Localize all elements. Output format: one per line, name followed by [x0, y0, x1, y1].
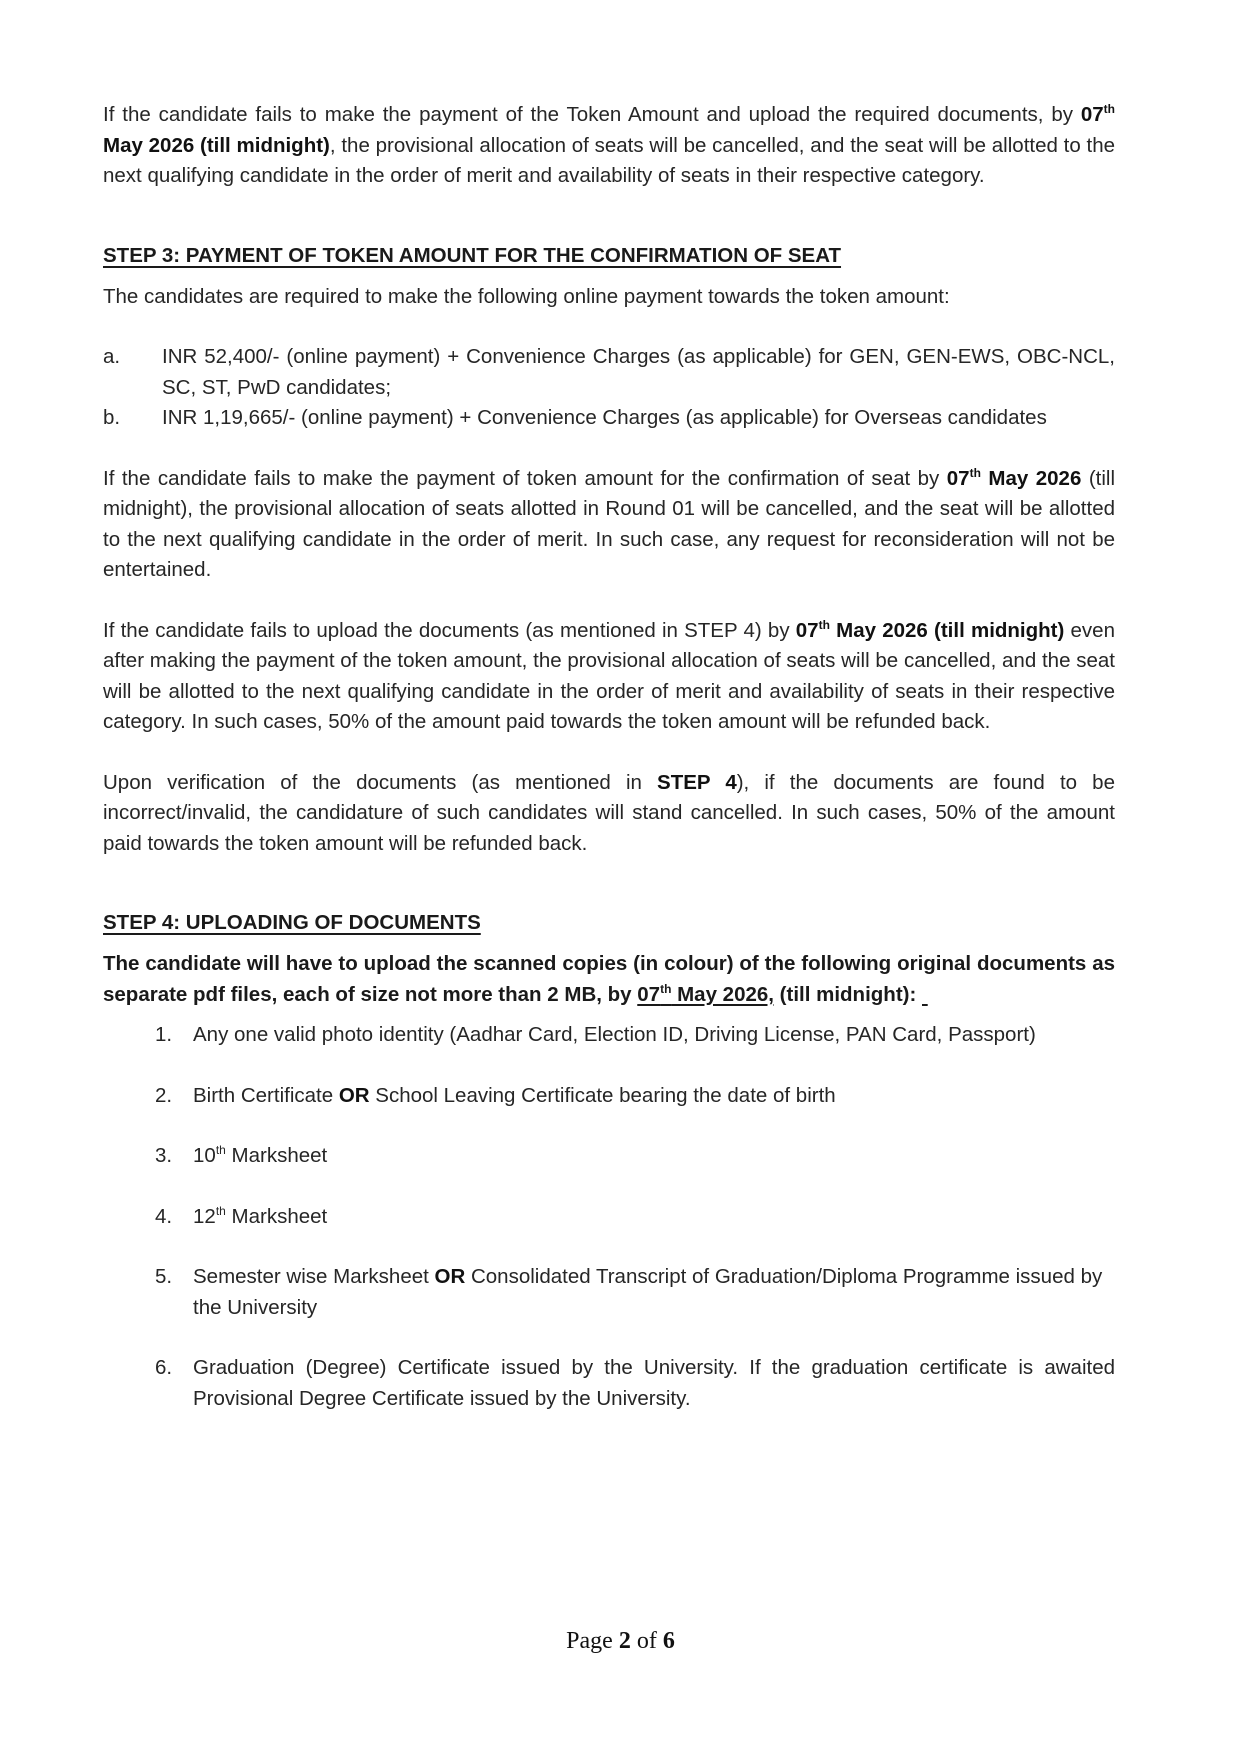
list-marker: 3. — [155, 1144, 173, 1167]
underscore-mark — [922, 983, 928, 1006]
list-item-text: Birth Certificate — [193, 1083, 339, 1107]
list-marker: b. — [103, 406, 121, 429]
list-item — [103, 342, 1115, 403]
para-text: If the candidate fails to make the payment of token amount for the confirmation of seat by — [103, 466, 947, 490]
para-text: The candidate will have to upload the scanned copies (in colour) of the following original documents as separate pdf files, each of size not more than 2 MB, by — [103, 952, 1115, 1006]
total-pages: 6 — [662, 1628, 675, 1654]
page-number — [0, 1628, 1241, 1655]
date-day: 07 — [946, 466, 970, 490]
list-item — [155, 1020, 1115, 1051]
documents-list — [155, 1020, 1115, 1414]
date-suffix: th — [660, 981, 672, 996]
date-rest: May 2026 (till midnight) — [103, 133, 330, 157]
deadline-date — [796, 619, 1065, 642]
list-item-text: Any one valid photo identity (Aadhar Card, Election ID, Driving License, PAN Card, Passport) — [193, 1023, 1036, 1046]
date-suffix: th — [969, 465, 981, 480]
para-text-post: (till midnight), the provisional allocation of seats allotted in Round 01 will be cancelled, and the seat will be allotted to the next qualifying candidate in the order of merit. In such case, any request for reconsideration will not be entertained. — [103, 466, 1115, 581]
list-item — [103, 403, 1115, 434]
token-amount-list — [103, 342, 1115, 434]
step3-heading: STEP 3: PAYMENT OF TOKEN AMOUNT FOR THE CONFIRMATION OF SEAT — [103, 243, 842, 267]
list-item — [155, 1202, 1115, 1233]
date-rest: May 2026 — [980, 466, 1082, 490]
ordinal-suffix: th — [215, 1203, 226, 1218]
document-page — [103, 100, 1115, 1414]
para-text-post: ), if the documents are found to be incorrect/invalid, the candidature of such candidates will stand cancelled. In such cases, 50% of the amount paid towards the token amount will be refunded back. — [103, 770, 1115, 855]
ordinal-suffix: th — [215, 1143, 226, 1158]
or-keyword: OR — [338, 1083, 370, 1107]
list-item-text-post: Consolidated Transcript of Graduation/Diploma Programme issued by the University — [193, 1265, 1103, 1319]
list-item-text: Graduation (Degree) Certificate issued by the University. If the graduation certificate is awaited Provisional Degree Certificate issued by the University. — [193, 1356, 1115, 1410]
date-day: 07 — [795, 618, 819, 642]
page-label: Page — [566, 1628, 619, 1654]
list-item-text: INR 52,400/- (online payment) + Convenience Charges (as applicable) for GEN, GEN-EWS, OBC-NCL, SC, ST, PwD candidates; — [162, 345, 1115, 399]
deadline-date — [637, 983, 774, 1006]
step3-paragraph-2 — [103, 616, 1115, 738]
list-item-text: INR 1,19,665/- (online payment) + Convenience Charges (as applicable) for Overseas candidates — [162, 406, 1047, 429]
list-marker: 5. — [155, 1265, 173, 1288]
date-rest: May 2026 (till midnight) — [829, 618, 1065, 642]
step4-intro — [103, 949, 1115, 1010]
list-marker: 6. — [155, 1356, 173, 1379]
intro-text-post: , the provisional allocation of seats will be cancelled, and the seat will be allotted to the next qualifying candidate in the order of merit and availability of seats in their respective category. — [103, 133, 1116, 187]
list-item — [155, 1262, 1115, 1323]
list-item — [155, 1081, 1115, 1112]
para-text-post: even after making the payment of the token amount, the provisional allocation of seats will be cancelled, and the seat will be allotted to the next qualifying candidate in the order of merit and availability of seats in their respective category. In such cases, 50% of the amount paid towards the token amount will be refunded back. — [103, 618, 1115, 733]
date-suffix: th — [1103, 102, 1115, 117]
para-text-post: (till midnight): — [773, 982, 922, 1006]
current-page: 2 — [618, 1628, 631, 1654]
step4-heading: STEP 4: UPLOADING OF DOCUMENTS — [103, 911, 481, 934]
or-keyword: OR — [434, 1265, 466, 1288]
date-suffix: th — [818, 617, 830, 632]
list-item-text-post: School Leaving Certificate bearing the date of birth — [369, 1083, 836, 1107]
list-item-text: 12 — [193, 1204, 216, 1228]
list-item — [155, 1141, 1115, 1172]
deadline-date — [947, 467, 1082, 490]
list-marker: 2. — [155, 1083, 173, 1107]
intro-text: If the candidate fails to make the payment of the Token Amount and upload the required documents, by — [103, 103, 1081, 126]
list-marker: 4. — [155, 1204, 173, 1228]
list-item-text: 10 — [193, 1144, 216, 1167]
para-text: If the candidate fails to upload the documents (as mentioned in STEP 4) by — [103, 618, 796, 642]
date-rest: May 2026, — [671, 982, 774, 1006]
intro-paragraph — [103, 100, 1115, 192]
step3-paragraph-1 — [103, 464, 1115, 586]
step-reference: STEP 4 — [657, 770, 737, 794]
step3-paragraph-3 — [103, 768, 1115, 860]
list-item-text: Semester wise Marksheet — [193, 1265, 435, 1288]
list-marker: a. — [103, 345, 121, 368]
list-item-text-post: Marksheet — [225, 1204, 328, 1228]
para-text: Upon verification of the documents (as mentioned in — [103, 770, 658, 794]
step3-intro: The candidates are required to make the following online payment towards the token amount: — [103, 284, 950, 308]
list-item — [155, 1353, 1115, 1414]
list-marker: 1. — [155, 1023, 173, 1046]
of-label: of — [630, 1628, 663, 1654]
date-day: 07 — [1080, 103, 1104, 126]
date-day: 07 — [637, 982, 661, 1006]
list-item-text-post: Marksheet — [225, 1144, 328, 1167]
